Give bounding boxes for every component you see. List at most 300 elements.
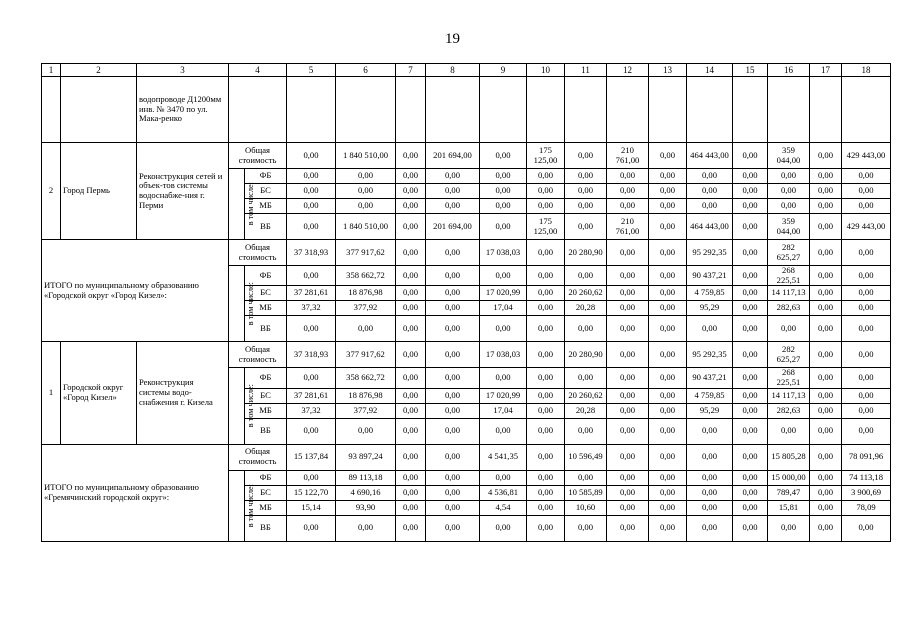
continuation-row: [42, 77, 891, 143]
value-cell: 789,47: [768, 485, 810, 500]
value-cell: 20 280,90: [565, 342, 607, 368]
value-cell: 17 020,99: [480, 388, 527, 403]
value-cell: 0,00: [649, 500, 687, 515]
value-cell: 282,63: [768, 301, 810, 316]
value-cell: 358 662,72: [336, 368, 396, 388]
value-cell: 0,00: [565, 515, 607, 541]
value-cell: 89 113,18: [336, 470, 396, 485]
value-cell: 0,00: [527, 485, 565, 500]
value-cell: 0,00: [687, 169, 733, 184]
row-label-source: ВБ: [245, 316, 287, 342]
col-num-15: 15: [733, 64, 768, 77]
value-cell: 464 443,00: [687, 214, 733, 240]
value-cell: 15 805,28: [768, 444, 810, 470]
value-cell: 0,00: [565, 199, 607, 214]
value-cell: 0,00: [396, 214, 426, 240]
col-num-12: 12: [607, 64, 649, 77]
value-cell: 0,00: [527, 286, 565, 301]
value-cell: 0,00: [768, 199, 810, 214]
value-cell: 1 840 510,00: [336, 214, 396, 240]
value-cell: 0,00: [842, 368, 891, 388]
including-label-cell: [229, 266, 255, 342]
value-cell: 377 917,62: [336, 240, 396, 266]
including-label: в том числе:: [245, 281, 255, 326]
value-cell: 20 260,62: [565, 286, 607, 301]
value-cell: 74 113,18: [842, 470, 891, 485]
value-cell: 18 876,98: [336, 388, 396, 403]
value-cell: 78 091,96: [842, 444, 891, 470]
value-cell: 0,00: [396, 418, 426, 444]
cont-cell: [527, 77, 565, 143]
col-num-7: 7: [396, 64, 426, 77]
value-cell: 0,00: [810, 418, 842, 444]
budget-table: [41, 63, 891, 542]
value-cell: 0,00: [810, 143, 842, 169]
value-cell: 0,00: [426, 199, 480, 214]
value-cell: 0,00: [426, 403, 480, 418]
row-label-total-cost: Общая стоимость: [229, 342, 287, 368]
value-cell: 0,00: [396, 403, 426, 418]
value-cell: 37,32: [287, 403, 336, 418]
value-cell: 0,00: [649, 214, 687, 240]
row-label-source: ВБ: [245, 418, 287, 444]
value-cell: 0,00: [649, 515, 687, 541]
value-cell: 95,29: [687, 301, 733, 316]
value-cell: 0,00: [336, 169, 396, 184]
cont-num-cell: [42, 77, 61, 143]
value-cell: 0,00: [607, 515, 649, 541]
col-num-3: 3: [137, 64, 229, 77]
value-cell: 0,00: [607, 403, 649, 418]
value-cell: 0,00: [565, 266, 607, 286]
value-cell: 0,00: [396, 199, 426, 214]
row-label-total-cost: Общая стоимость: [229, 444, 287, 470]
col-num-16: 16: [768, 64, 810, 77]
value-cell: 4 759,85: [687, 286, 733, 301]
value-cell: 0,00: [687, 515, 733, 541]
value-cell: 0,00: [426, 485, 480, 500]
value-cell: 0,00: [842, 515, 891, 541]
value-cell: 0,00: [842, 240, 891, 266]
including-label-cell: [229, 368, 255, 444]
value-cell: 0,00: [426, 368, 480, 388]
value-cell: 0,00: [649, 286, 687, 301]
value-cell: 0,00: [480, 169, 527, 184]
total-title: ИТОГО по муниципальному образованию «Городской округ «Город Кизел»:: [42, 240, 229, 342]
value-cell: 0,00: [527, 342, 565, 368]
value-cell: 1 840 510,00: [336, 143, 396, 169]
value-cell: 93 897,24: [336, 444, 396, 470]
value-cell: 0,00: [649, 266, 687, 286]
value-cell: 0,00: [480, 515, 527, 541]
value-cell: 0,00: [810, 316, 842, 342]
item-number: 2: [42, 143, 61, 240]
col-num-5: 5: [287, 64, 336, 77]
value-cell: 0,00: [426, 342, 480, 368]
value-cell: 201 694,00: [426, 143, 480, 169]
table-body: [42, 64, 891, 542]
value-cell: 358 662,72: [336, 266, 396, 286]
value-cell: 4 759,85: [687, 388, 733, 403]
value-cell: 0,00: [607, 301, 649, 316]
value-cell: 0,00: [396, 143, 426, 169]
value-cell: 0,00: [733, 485, 768, 500]
row-label-source: ВБ: [245, 515, 287, 541]
item-name: Городской округ «Город Кизел»: [61, 342, 137, 444]
value-cell: 0,00: [842, 266, 891, 286]
col-num-18: 18: [842, 64, 891, 77]
value-cell: 20 280,90: [565, 240, 607, 266]
value-cell: 0,00: [565, 143, 607, 169]
value-cell: 0,00: [396, 301, 426, 316]
value-cell: 0,00: [733, 368, 768, 388]
col-num-4: 4: [229, 64, 287, 77]
value-cell: 0,00: [607, 316, 649, 342]
value-cell: 93,90: [336, 500, 396, 515]
value-cell: 0,00: [842, 169, 891, 184]
value-cell: 0,00: [733, 266, 768, 286]
value-cell: 0,00: [527, 240, 565, 266]
value-cell: 0,00: [396, 444, 426, 470]
cont-label-cell: [229, 77, 287, 143]
value-cell: 0,00: [396, 342, 426, 368]
value-cell: 0,00: [733, 240, 768, 266]
value-cell: 0,00: [527, 316, 565, 342]
value-cell: 0,00: [426, 388, 480, 403]
value-cell: 0,00: [687, 184, 733, 199]
item-row: [42, 342, 891, 368]
value-cell: 95 292,35: [687, 342, 733, 368]
value-cell: 0,00: [810, 515, 842, 541]
value-cell: 0,00: [810, 169, 842, 184]
value-cell: 0,00: [768, 184, 810, 199]
value-cell: 0,00: [565, 418, 607, 444]
value-cell: 0,00: [287, 184, 336, 199]
value-cell: 0,00: [842, 403, 891, 418]
value-cell: 0,00: [480, 199, 527, 214]
value-cell: 0,00: [565, 470, 607, 485]
row-label-source: МБ: [245, 301, 287, 316]
value-cell: 359 044,00: [768, 214, 810, 240]
value-cell: 20,28: [565, 301, 607, 316]
value-cell: 18 876,98: [336, 286, 396, 301]
value-cell: 0,00: [287, 266, 336, 286]
value-cell: 0,00: [527, 470, 565, 485]
value-cell: 0,00: [480, 266, 527, 286]
row-label-source: БС: [245, 485, 287, 500]
value-cell: 0,00: [426, 470, 480, 485]
value-cell: 15 137,84: [287, 444, 336, 470]
value-cell: 0,00: [396, 169, 426, 184]
value-cell: 37 318,93: [287, 342, 336, 368]
row-label-source: БС: [245, 286, 287, 301]
total-row: [42, 240, 891, 266]
including-label-cell: [229, 169, 255, 240]
value-cell: 0,00: [426, 301, 480, 316]
row-label-source: ВБ: [245, 214, 287, 240]
value-cell: 0,00: [287, 199, 336, 214]
value-cell: 0,00: [842, 301, 891, 316]
value-cell: 0,00: [649, 184, 687, 199]
value-cell: 0,00: [527, 418, 565, 444]
value-cell: 0,00: [287, 316, 336, 342]
value-cell: 0,00: [810, 199, 842, 214]
value-cell: 0,00: [426, 500, 480, 515]
value-cell: 0,00: [842, 418, 891, 444]
value-cell: 359 044,00: [768, 143, 810, 169]
value-cell: 175 125,00: [527, 143, 565, 169]
value-cell: 0,00: [426, 240, 480, 266]
value-cell: 0,00: [810, 470, 842, 485]
col-num-13: 13: [649, 64, 687, 77]
value-cell: 210 761,00: [607, 214, 649, 240]
col-num-9: 9: [480, 64, 527, 77]
value-cell: 464 443,00: [687, 143, 733, 169]
value-cell: 0,00: [565, 316, 607, 342]
value-cell: 0,00: [649, 470, 687, 485]
value-cell: 0,00: [768, 316, 810, 342]
value-cell: 0,00: [607, 418, 649, 444]
value-cell: 0,00: [649, 342, 687, 368]
value-cell: 0,00: [396, 515, 426, 541]
value-cell: 0,00: [527, 199, 565, 214]
value-cell: 0,00: [527, 368, 565, 388]
value-cell: 0,00: [810, 240, 842, 266]
cont-cell: [287, 77, 336, 143]
value-cell: 0,00: [287, 470, 336, 485]
value-cell: 0,00: [607, 500, 649, 515]
value-cell: 0,00: [649, 444, 687, 470]
value-cell: 0,00: [810, 301, 842, 316]
cont-name-cell: [61, 77, 137, 143]
value-cell: 17 038,03: [480, 240, 527, 266]
value-cell: 0,00: [733, 169, 768, 184]
value-cell: 0,00: [733, 444, 768, 470]
value-cell: 0,00: [842, 199, 891, 214]
value-cell: 0,00: [396, 184, 426, 199]
value-cell: 0,00: [287, 368, 336, 388]
value-cell: 0,00: [607, 199, 649, 214]
value-cell: 0,00: [480, 214, 527, 240]
value-cell: 10,60: [565, 500, 607, 515]
value-cell: 0,00: [810, 403, 842, 418]
value-cell: 0,00: [810, 500, 842, 515]
value-cell: 17,04: [480, 403, 527, 418]
value-cell: 0,00: [687, 316, 733, 342]
cont-cell: [810, 77, 842, 143]
value-cell: 282 625,27: [768, 342, 810, 368]
row-label-source: БС: [245, 388, 287, 403]
col-num-14: 14: [687, 64, 733, 77]
cont-cell: [480, 77, 527, 143]
value-cell: 90 437,21: [687, 266, 733, 286]
col-num-17: 17: [810, 64, 842, 77]
value-cell: 0,00: [426, 184, 480, 199]
value-cell: 4 690,16: [336, 485, 396, 500]
value-cell: 17 020,99: [480, 286, 527, 301]
value-cell: 0,00: [565, 169, 607, 184]
value-cell: 0,00: [287, 169, 336, 184]
value-cell: 0,00: [527, 184, 565, 199]
value-cell: 0,00: [527, 266, 565, 286]
value-cell: 0,00: [396, 388, 426, 403]
value-cell: 17 038,03: [480, 342, 527, 368]
value-cell: 10 596,49: [565, 444, 607, 470]
value-cell: 0,00: [687, 470, 733, 485]
value-cell: 95 292,35: [687, 240, 733, 266]
value-cell: 0,00: [565, 368, 607, 388]
cont-description: водопроводе Д1200мм инв. № 3470 по ул. Мака-ренко: [137, 77, 229, 143]
value-cell: 0,00: [565, 214, 607, 240]
value-cell: 377 917,62: [336, 342, 396, 368]
value-cell: 0,00: [810, 342, 842, 368]
value-cell: 4,54: [480, 500, 527, 515]
value-cell: 0,00: [649, 301, 687, 316]
cont-cell: [396, 77, 426, 143]
value-cell: 0,00: [396, 286, 426, 301]
including-label: в том числе:: [245, 483, 255, 527]
value-cell: 0,00: [768, 418, 810, 444]
value-cell: 0,00: [810, 388, 842, 403]
value-cell: 0,00: [649, 240, 687, 266]
value-cell: 0,00: [336, 199, 396, 214]
value-cell: 0,00: [480, 184, 527, 199]
value-cell: 37 318,93: [287, 240, 336, 266]
including-label-cell: [229, 470, 255, 541]
value-cell: 429 443,00: [842, 143, 891, 169]
value-cell: 0,00: [480, 368, 527, 388]
value-cell: 15,14: [287, 500, 336, 515]
value-cell: 0,00: [733, 286, 768, 301]
page-number: 19: [445, 31, 460, 47]
value-cell: 0,00: [336, 418, 396, 444]
value-cell: 0,00: [649, 199, 687, 214]
value-cell: 90 437,21: [687, 368, 733, 388]
value-cell: 4 536,81: [480, 485, 527, 500]
cont-cell: [607, 77, 649, 143]
col-num-10: 10: [527, 64, 565, 77]
including-label: в том числе:: [245, 384, 255, 428]
total-row: [42, 444, 891, 470]
value-cell: 0,00: [527, 515, 565, 541]
value-cell: 0,00: [842, 286, 891, 301]
value-cell: 0,00: [527, 301, 565, 316]
value-cell: 0,00: [810, 214, 842, 240]
cont-cell: [768, 77, 810, 143]
col-num-2: 2: [61, 64, 137, 77]
value-cell: 0,00: [842, 316, 891, 342]
value-cell: 0,00: [287, 418, 336, 444]
row-label-source: ФБ: [245, 470, 287, 485]
value-cell: 0,00: [607, 368, 649, 388]
value-cell: 0,00: [687, 199, 733, 214]
value-cell: 0,00: [649, 485, 687, 500]
value-cell: 0,00: [527, 444, 565, 470]
value-cell: 0,00: [287, 515, 336, 541]
value-cell: 0,00: [733, 342, 768, 368]
value-cell: 37 281,61: [287, 388, 336, 403]
value-cell: 0,00: [768, 515, 810, 541]
value-cell: 17,04: [480, 301, 527, 316]
col-num-1: 1: [42, 64, 61, 77]
value-cell: 0,00: [810, 368, 842, 388]
value-cell: 0,00: [396, 485, 426, 500]
row-label-source: БС: [245, 184, 287, 199]
total-title: ИТОГО по муниципальному образованию «Гремячинский городской округ»:: [42, 444, 229, 541]
value-cell: 0,00: [607, 266, 649, 286]
value-cell: 429 443,00: [842, 214, 891, 240]
value-cell: 377,92: [336, 301, 396, 316]
value-cell: 0,00: [733, 143, 768, 169]
value-cell: 0,00: [480, 418, 527, 444]
value-cell: 0,00: [426, 418, 480, 444]
value-cell: 0,00: [426, 169, 480, 184]
value-cell: 0,00: [336, 316, 396, 342]
item-description: Реконструкция системы водо-снабжения г. Кизела: [137, 342, 229, 444]
value-cell: 0,00: [426, 515, 480, 541]
value-cell: 0,00: [733, 184, 768, 199]
value-cell: 0,00: [810, 184, 842, 199]
value-cell: 0,00: [287, 143, 336, 169]
value-cell: 210 761,00: [607, 143, 649, 169]
value-cell: 0,00: [527, 169, 565, 184]
col-num-8: 8: [426, 64, 480, 77]
value-cell: 0,00: [733, 316, 768, 342]
value-cell: 0,00: [842, 184, 891, 199]
value-cell: 0,00: [565, 184, 607, 199]
cont-cell: [842, 77, 891, 143]
value-cell: 20,28: [565, 403, 607, 418]
cont-cell: [649, 77, 687, 143]
value-cell: 0,00: [649, 418, 687, 444]
value-cell: 0,00: [426, 266, 480, 286]
value-cell: 282,63: [768, 403, 810, 418]
value-cell: 0,00: [426, 444, 480, 470]
value-cell: 0,00: [480, 143, 527, 169]
value-cell: 0,00: [733, 199, 768, 214]
value-cell: 15 122,70: [287, 485, 336, 500]
value-cell: 0,00: [733, 388, 768, 403]
value-cell: 0,00: [842, 342, 891, 368]
value-cell: 268 225,51: [768, 368, 810, 388]
value-cell: 0,00: [336, 515, 396, 541]
value-cell: 20 260,62: [565, 388, 607, 403]
value-cell: 0,00: [607, 470, 649, 485]
item-number: 1: [42, 342, 61, 444]
value-cell: 0,00: [649, 403, 687, 418]
value-cell: 0,00: [649, 169, 687, 184]
item-description: Реконструкция сетей и объек-тов системы водоснабже-ния г. Перми: [137, 143, 229, 240]
value-cell: 0,00: [810, 444, 842, 470]
value-cell: 0,00: [733, 515, 768, 541]
value-cell: 0,00: [733, 301, 768, 316]
value-cell: 0,00: [607, 169, 649, 184]
value-cell: 4 541,35: [480, 444, 527, 470]
value-cell: 0,00: [810, 286, 842, 301]
value-cell: 0,00: [649, 368, 687, 388]
including-label: в том числе:: [245, 182, 255, 226]
value-cell: 0,00: [607, 240, 649, 266]
value-cell: 0,00: [607, 444, 649, 470]
row-label-total-cost: Общая стоимость: [229, 240, 287, 266]
value-cell: 201 694,00: [426, 214, 480, 240]
value-cell: 0,00: [426, 286, 480, 301]
value-cell: 0,00: [527, 500, 565, 515]
value-cell: 3 900,69: [842, 485, 891, 500]
row-label-total-cost: Общая стоимость: [229, 143, 287, 169]
value-cell: 37,32: [287, 301, 336, 316]
value-cell: 0,00: [396, 240, 426, 266]
